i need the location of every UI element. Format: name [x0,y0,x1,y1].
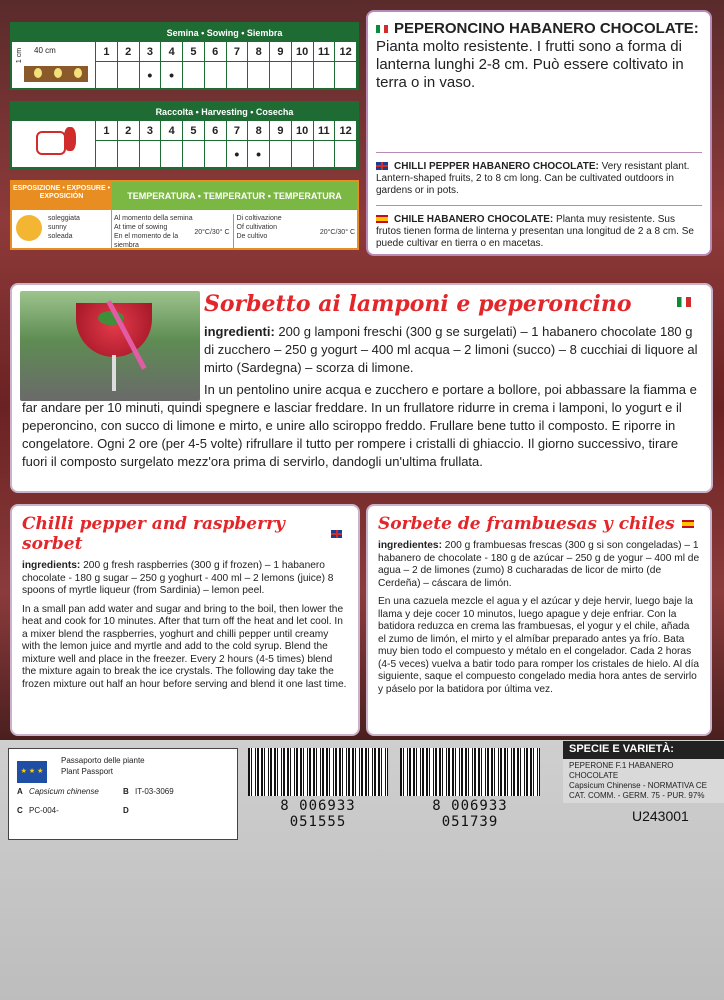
passport-d-label: D [123,806,129,815]
month-cell-11 [314,141,336,167]
recipe-es-title: Sorbete de frambuesas y chiles [378,514,675,534]
product-code: U243001 [632,808,689,824]
cultivation-temp-label: Di coltivazione Of cultivation De cultivo [236,215,282,240]
month-cell-3: • [140,62,162,88]
month-cell-2 [118,62,140,88]
recipe-en-ingredients-label: ingredients: [22,560,81,571]
passport-c-value: PC-004- [29,806,59,815]
month-12: 12 [335,121,357,141]
recipe-es-ingredients-text: 200 g frambuesas frescas (300 g si son congeladas) – 1 habanero de chocolate - 180 g de azúcar – 250 g de yogur – 400 ml de agua – 2 de limones (zumo) 8 cucharadas de licor de mirto (de Cerdeña) – cáscara de limón. [378,540,700,589]
month-7: 7 [227,42,249,62]
month-cell-7: • [227,141,249,167]
passport-b-label: B [123,787,129,796]
harvest-calendar [10,101,359,169]
temperature-title: TEMPERATURA • TEMPERATUR • TEMPERATURA [112,182,357,210]
product-info-panel [366,10,712,256]
month-cell-10 [292,141,314,167]
seed-icon [34,68,42,78]
species-line-1: PEPERONE F.1 HABANERO CHOCOLATE [569,761,674,780]
italy-flag-icon [376,25,388,33]
sun-icon [16,215,42,241]
month-cell-4 [161,141,183,167]
passport-a-label: A [17,787,23,796]
barcode-bars [400,748,540,796]
month-5: 5 [183,42,205,62]
month-cell-8: • [248,141,270,167]
info-es [376,214,702,250]
recipe-es-method: En una cazuela mezcle el agua y el azúcar y deje hervir, luego baje la llama y deje cocer 10 minutos, luego apague y deje enfriar. Con la batidora reduzca en crema las frambuesas, el yogur y el chile, añada el zumo de limón, el mirto y el almíbar preparado antes ya frío. Bata muy bien todo el compuesto y métalo en el congelador. Cada 2 horas (4-5 veces) vuelva a batir todo para romper los cristales de hielo. Al día siguiente, saque el compuesto congelado media hora antes de servirlo y páselo por la batidora por última vez. [378,596,700,695]
month-9: 9 [270,42,292,62]
month-cell-1 [96,141,118,167]
divider [376,152,702,153]
info-en-text: Very resistant plant. Lantern-shaped fruits, 2 to 8 cm long. Can be cultivated outdoors in gardens or in pots. [376,161,690,196]
recipe-it-ingredients-text: 200 g lamponi freschi (300 g se surgelati) – 1 habanero chocolate 180 g di zucchero – 250 g yogurt – 400 ml acqua – 2 limoni (succo) – 8 cucchiai di liquore al mirto (Sardegna) – scorza di limone. [204,324,698,375]
harvest-month-grid [96,121,357,167]
month-3: 3 [140,121,162,141]
month-cell-10 [292,62,314,88]
month-1: 1 [96,42,118,62]
seed-icon [74,68,82,78]
exposure-title: ESPOSIZIONE • EXPOSURE • EXPOSICIÓN [12,182,111,210]
info-it [376,20,702,92]
month-9: 9 [270,121,292,141]
month-6: 6 [205,42,227,62]
cultivation-temp-value: 20°C/30° C [319,228,355,236]
spain-flag-icon [682,520,694,528]
month-5: 5 [183,121,205,141]
recipe-en-ingredients [22,560,348,598]
seed-icon [54,68,62,78]
month-cell-12 [335,62,357,88]
spacing-label: 40 cm [34,46,56,55]
species-title: SPECIE E VARIETÀ: [563,741,724,759]
month-11: 11 [314,42,336,62]
month-10: 10 [292,42,314,62]
month-cell-7 [227,62,249,88]
recipe-es-ingredients-label: ingredientes: [378,540,442,551]
barcode-bars [248,748,388,796]
month-cell-4: • [161,62,183,88]
month-4: 4 [161,42,183,62]
recipe-it-panel [10,283,713,493]
species-box [563,741,724,803]
recipe-en-method: In a small pan add water and sugar and bring to the boil, then lower the heat and cook for 10 minutes. After that turn off the heat and let cool. In a mixer blend the raspberries, yoghurt and chilli pepper until creamy with the lemon juice and myrtle and add to the cold syrup. Blend the mixture well and place in the freezer. Every 2 hours (4-5 times) blend the mixture again to break the ice crystals. The following day take the frozen mixture out half an hour before serving and blend it one last time. [22,603,347,690]
harvest-calendar-title: Raccolta • Harvesting • Cosecha [12,103,357,121]
sowing-temp-label: Al momento della semina At time of sowing En el momento de la siembra [114,215,193,249]
uk-flag-icon [331,530,342,538]
month-cell-9 [270,141,292,167]
month-2: 2 [118,42,140,62]
harvest-icon [12,121,96,167]
uk-flag-icon [376,162,388,170]
recipe-it-method [12,381,711,471]
passport-title-it: Passaporto delle piante [61,756,145,765]
species-line-3: CAT. COMM. - GERM. 75 - PUR. 97% [569,791,705,800]
recipe-it-method-text: In un pentolino unire acqua e zucchero e portare a bollore, poi abbassare la fiamma e far andare per 10 minuti, quindi spegnere e lasciar freddare. In un frullatore ridurre in crema i lamponi, lo yogurt e il peperoncino, con succo di limone e mirto, e unire allo sciroppo freddo. Frullare bene tutto il composto. E riporre in congelatore. Ogni 2 ore (per 4-5 volte) rifrullare il tutto per rompere i cristalli di ghiaccio. Il giorno successivo, tirare fuori il composto surgelato mezz'ora prima di servirlo, dandogli un'ultima frullata. [22,382,697,469]
barcode-1-number: 8 006933 051555 [280,798,356,830]
italy-flag-icon [677,297,691,307]
depth-label: 1 cm [16,47,24,64]
sun-text: soleggiata sunny soleada [48,215,80,240]
info-es-text: Planta muy resistente. Sus frutos tienen forma de linterna y presentan una longitud de 2 a 8 cm. Se puede cultivar en tierra o en macetas. [376,214,694,249]
month-3: 3 [140,42,162,62]
month-2: 2 [118,121,140,141]
sowing-calendar-title: Semina • Sowing • Siembra [12,24,357,42]
month-cell-12 [335,141,357,167]
info-it-text: Pianta molto resistente. I frutti sono a forma di lanterna lunghi 2-8 cm. Può essere coltivato in terra o in vaso. [376,38,684,91]
pepper-icon [64,127,76,151]
passport-b-value: IT-03-3069 [135,787,174,796]
recipe-it-ingredients [204,323,701,377]
month-cell-3 [140,141,162,167]
spacing-icon [12,42,96,88]
species-line-2: Capsicum Chinense - NORMATIVA CE [569,781,707,790]
passport-title-en: Plant Passport [61,767,114,776]
month-cell-6 [205,141,227,167]
month-cell-9 [270,62,292,88]
exposure-temperature-table [10,180,359,250]
hand-icon [36,131,66,155]
month-8: 8 [248,121,270,141]
month-cell-2 [118,141,140,167]
divider [376,205,702,206]
barcode-2 [400,748,540,830]
barcode-2-number: 8 006933 051739 [432,798,508,830]
spain-flag-icon [376,215,388,223]
plant-passport [8,748,238,840]
recipe-en-panel [10,504,360,736]
month-1: 1 [96,121,118,141]
passport-a-value: Capsicum chinense [29,787,99,796]
sowing-month-grid [96,42,357,88]
month-cell-5 [183,141,205,167]
month-7: 7 [227,121,249,141]
barcode-1 [248,748,388,830]
month-cell-11 [314,62,336,88]
month-cell-8 [248,62,270,88]
sowing-calendar [10,22,359,90]
month-12: 12 [335,42,357,62]
eu-flag-icon: ★ ★ ★ [17,761,47,783]
month-cell-5 [183,62,205,88]
recipe-it-title: Sorbetto ai lamponi e peperoncino [204,291,632,317]
passport-c-label: C [17,806,23,815]
info-en [376,161,702,197]
info-it-name: PEPERONCINO HABANERO CHOCOLATE: [394,20,699,37]
month-4: 4 [161,121,183,141]
recipe-es-ingredients [378,540,700,590]
month-cell-6 [205,62,227,88]
recipe-es-panel [366,504,712,736]
recipe-en-ingredients-text: 200 g fresh raspberries (300 g if frozen) – 1 habanero chocolate - 180 g sugar – 250 g yoghurt - 400 ml – 2 lemons (juice) 8 spoons of myrtle liqueur (from Sardinia) – lemon peel. [22,560,334,596]
month-cell-1 [96,62,118,88]
month-8: 8 [248,42,270,62]
recipe-en-title: Chilli pepper and raspberry sorbet [22,514,285,554]
month-6: 6 [205,121,227,141]
month-11: 11 [314,121,336,141]
recipe-it-ingredients-label: ingredienti: [204,324,275,339]
info-es-name: CHILE HABANERO CHOCOLATE: [394,214,554,225]
info-en-name: CHILLI PEPPER HABANERO CHOCOLATE: [394,161,599,172]
sowing-temp-value: 20°C/30° C [194,228,230,236]
month-10: 10 [292,121,314,141]
